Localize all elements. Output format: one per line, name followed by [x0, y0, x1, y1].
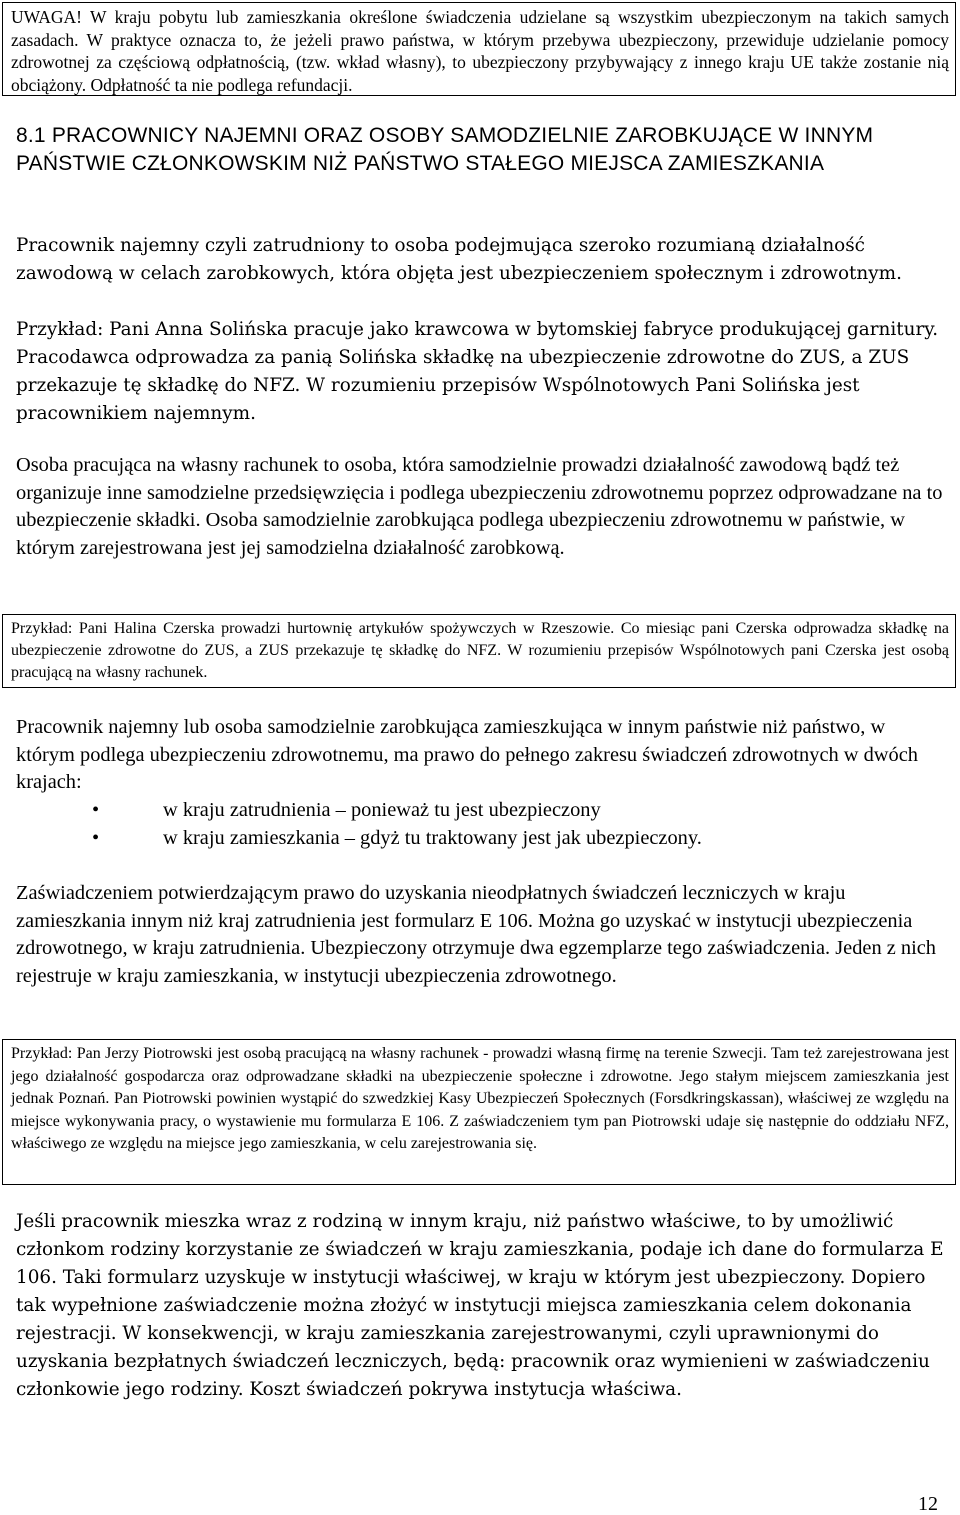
- list-item: [16, 796, 916, 824]
- sweden-example-text: Przykład: Pan Jerzy Piotrowski jest osobą pracującą na własny rachunek - prowadzi własną firmę na terenie Szwecji. Tam też zarejestrowana jest jego działalność gospodarcza oraz odprowadzane składki na ubezpieczenie społeczne i zdrowotne. Jego stałym miejscem zamieszkania jest jednak Poznań. Pan Piotrowski powinien wystąpić do szwedzkiej Kasy Ubezpieczeń Społecznych (Forsdkringskassan), właściwej ze względu na miejsce wykonywania pracy, o wystawienie mu formularza E 106. Z zaświadczeniem tym pan Piotrowski udaje się następnie do oddziału NFZ, właściwego ze względu na miejsce jego zamieszkania, w celu zarejestrowania się.: [11, 1045, 949, 1153]
- section-heading: 8.1 PRACOWNICY NAJEMNI ORAZ OSOBY SAMODZIELNIE ZAROBKUJĄCE W INNYM PAŃSTWIE CZŁONKOWSKIM NIŻ PAŃSTWO STAŁEGO MIEJSCA ZAMIESZKANIA: [16, 124, 874, 175]
- bullet-marker: •: [92, 827, 100, 849]
- self-employed-example-text: Przykład: Pani Halina Czerska prowadzi hurtownię artykułów spożywczych w Rzeszowie. Co miesiąc pani Czerska odprowadza składkę na ubezpieczenie zdrowotne do ZUS, a ZUS przekazuje tę składkę do NFZ. W rozumieniu przepisów Wspólnotowych pani Czerska jest osobą pracującą na własny rachunek.: [11, 620, 949, 681]
- rights-intro: Pracownik najemny lub osoba samodzielnie zarobkująca zamieszkująca w innym państwie niż państwo, w którym podlega ubezpieczeniu zdrowotnemu, ma prawo do pełnego zakresu świadczeń zdrowotnych w dwóch krajach:: [16, 716, 918, 794]
- self-employed-example-box: [2, 614, 956, 688]
- sweden-example-box: [2, 1039, 956, 1185]
- page-number: 12: [918, 1493, 938, 1515]
- family-paragraph: Jeśli pracownik mieszka wraz z rodziną w innym kraju, niż państwo właściwe, to by umożliwić członkom rodziny korzystanie ze świadczeń w kraju zamieszkania, podaje ich dane do formularza E 106. Taki formularz uzyskuje w instytucji właściwej, w kraju w którym jest ubezpieczony. Dopiero tak wypełnione zaświadczenie można złożyć w instytucji miejsca zamieszkania celem dokonania rejestracji. W konsekwencji, w kraju zamieszkania zarejestrowanymi, czyli uprawnionymi do uzyskania bezpłatnych świadczeń leczniczych, będą: pracownik oraz wymienieni w zaświadczeniu członkowie jego rodziny. Koszt świadczeń pokrywa instytucja właściwa.: [16, 1211, 944, 1400]
- employee-example: Przykład: Pani Anna Solińska pracuje jako krawcowa w bytomskiej fabryce produkującej garnitury. Pracodawca odprowadza za panią Solińska składkę na ubezpieczenie zdrowotne do ZUS, a ZUS przekazuje tę składkę do NFZ. W rozumieniu przepisów Wspólnotowych Pani Solińska jest pracownikiem najemnym.: [16, 319, 939, 424]
- warning-text: UWAGA! W kraju pobytu lub zamieszkania określone świadczenia udzielane są wszystkim ubezpieczonym na takich samych zasadach. W praktyce oznacza to, że jeżeli prawo państwa, w którym przebywa ubezpieczony, przewiduje udzielanie pomocy zdrowotnej za częściową odpłatnością, (tzw. wkład własny), to ubezpieczony przybywający z innego kraju UE także zostanie nią obciążony. Odpłatność ta nie podlega refundacji.: [11, 7, 949, 95]
- bullet-marker: •: [92, 799, 100, 821]
- list-item: [16, 824, 916, 852]
- list-item-text: w kraju zamieszkania – gdyż tu traktowany jest jak ubezpieczony.: [163, 827, 702, 849]
- e106-paragraph: Zaświadczeniem potwierdzającym prawo do uzyskania nieodpłatnych świadczeń leczniczych w kraju zamieszkania innym niż kraj zatrudnienia jest formularz E 106. Można go uzyskać w instytucji ubezpieczenia zdrowotnego, w kraju zatrudnienia. Ubezpieczony otrzymuje dwa egzemplarze tego zaświadczenia. Jeden z nich rejestruje w kraju zamieszkania, w instytucji ubezpieczenia zdrowotnego.: [16, 882, 936, 987]
- list-item-text: w kraju zatrudnienia – ponieważ tu jest ubezpieczony: [163, 799, 601, 821]
- self-employed-definition: Osoba pracująca na własny rachunek to osoba, która samodzielnie prowadzi działalność zawodową bądź też organizuje inne samodzielne przedsięwzięcia i podlega ubezpieczeniu zdrowotnemu poprzez odprowadzane na to ubezpieczenie składki. Osoba samodzielnie zarobkująca podlega ubezpieczeniu zdrowotnemu w państwie, w którym zarejestrowana jest jej samodzielna działalność zarobkową.: [16, 454, 943, 559]
- rights-list: [16, 796, 916, 852]
- warning-box: [2, 2, 956, 96]
- employee-definition: Pracownik najemny czyli zatrudniony to osoba podejmująca szeroko rozumianą działalność zawodową w celach zarobkowych, która objęta jest ubezpieczeniem społecznym i zdrowotnym.: [16, 235, 902, 284]
